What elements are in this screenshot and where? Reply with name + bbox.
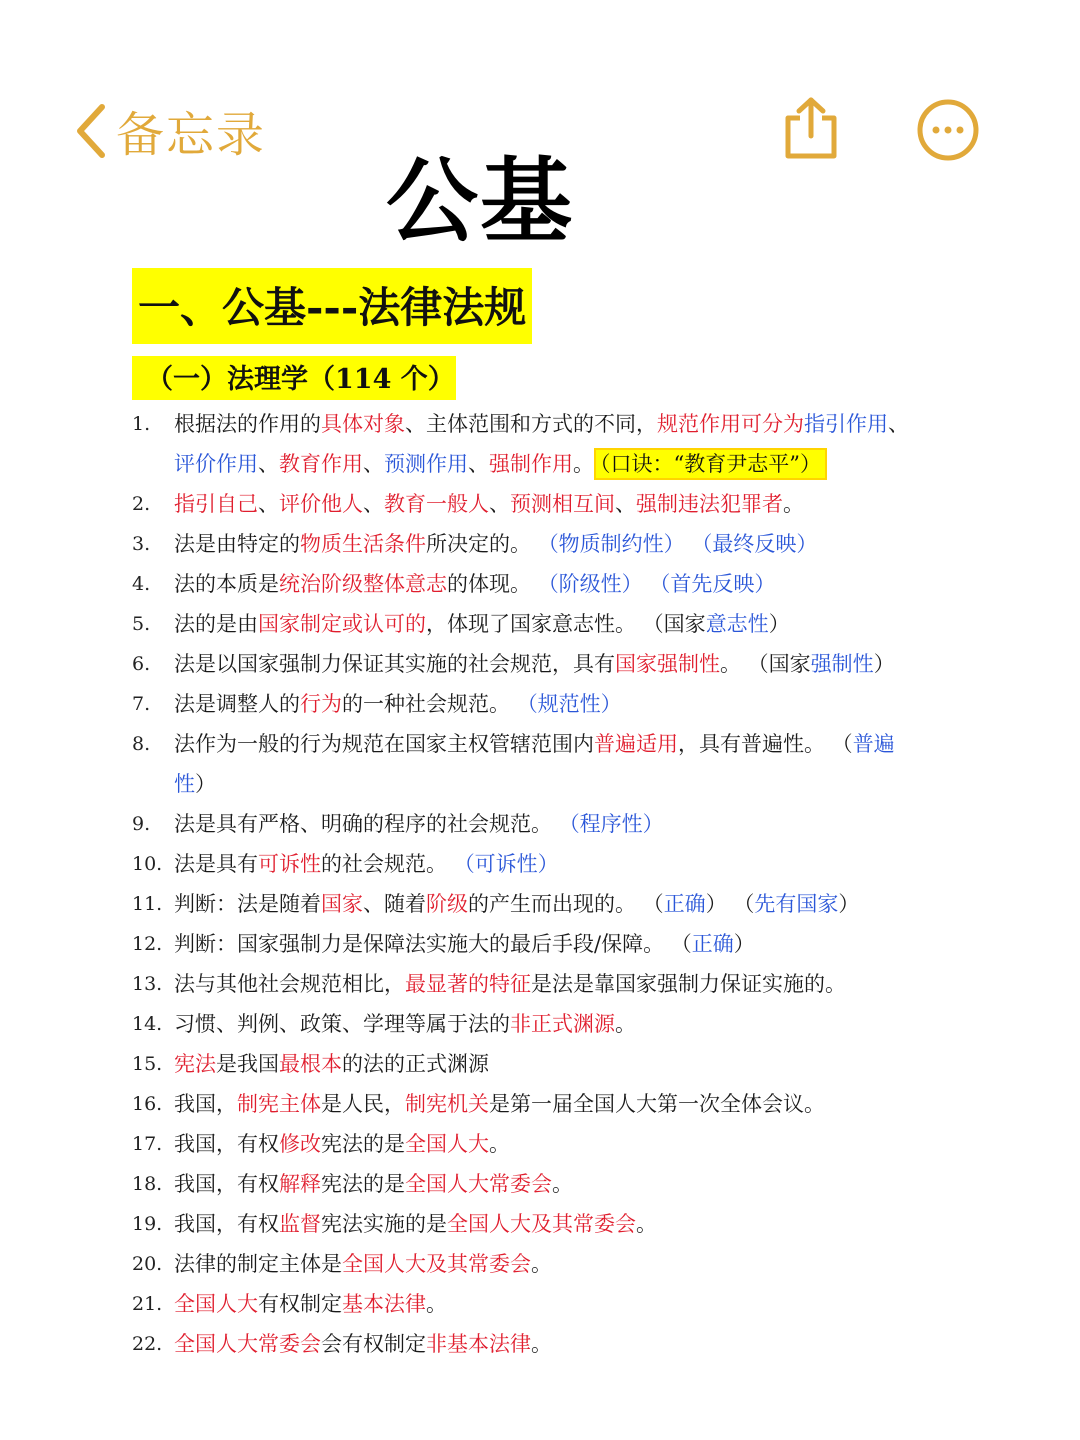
keyword-text: 指引作用 <box>804 412 888 436</box>
keyword-text: 国家强制性 <box>615 652 720 676</box>
item-text: 判断：国家强制力是保障法实施大的最后手段/保障。 （ <box>174 932 692 956</box>
item-text: 、 <box>363 492 384 516</box>
keyword-text: 意志性 <box>705 612 769 636</box>
subsection-heading: （一）法理学（114 个） <box>132 356 456 400</box>
item-number: 18. <box>132 1173 163 1195</box>
item-text: 、 <box>258 492 279 516</box>
item-text: ） <box>195 772 216 796</box>
item-line <box>174 1324 950 1364</box>
keyword-text: 统治阶级整体意志 <box>279 572 447 596</box>
item-line <box>174 1084 950 1124</box>
item-text: 、 <box>363 452 384 476</box>
item-number: 15. <box>132 1053 163 1075</box>
item-text: 的一种社会规范。 <box>342 692 517 716</box>
item-text: 所决定的。 <box>426 532 538 556</box>
keyword-text: （最终反映） <box>691 532 818 556</box>
item-number: 17. <box>132 1133 163 1155</box>
item-text: 是我国 <box>216 1052 279 1076</box>
note-list <box>0 404 1080 1364</box>
keyword-text: （可诉性） <box>453 852 559 876</box>
item-text: 的法的正式渊源 <box>342 1052 489 1076</box>
keyword-text: （程序性） <box>558 812 664 836</box>
item-text: 我国，有权 <box>174 1212 279 1236</box>
list-item <box>0 924 950 964</box>
item-text: 。 <box>615 1012 636 1036</box>
item-number: 4. <box>132 573 151 595</box>
keyword-text: 全国人大常委会 <box>405 1172 552 1196</box>
page-title: 公基 <box>385 148 574 255</box>
keyword-text: （阶级性） <box>537 572 643 596</box>
item-line <box>174 924 950 964</box>
item-text: ） <box>733 932 755 956</box>
item-text: 。 <box>552 1172 573 1196</box>
keyword-text: 先有国家 <box>754 892 839 916</box>
keyword-text: （物质制约性） <box>537 532 685 556</box>
item-number: 10. <box>132 853 163 875</box>
item-number: 16. <box>132 1093 163 1115</box>
keyword-text: 最显著的特征 <box>405 972 531 996</box>
item-number: 6. <box>132 653 151 675</box>
keyword-text: 宪法 <box>174 1052 216 1076</box>
list-item <box>0 1164 950 1204</box>
item-text: 会有权制定 <box>321 1332 426 1356</box>
keyword-text: 评价作用 <box>174 452 258 476</box>
item-text: 法是具有 <box>174 852 258 876</box>
item-text: 。 <box>783 492 804 516</box>
keyword-text: 教育作用 <box>279 452 363 476</box>
item-text: 我国，有权 <box>174 1132 279 1156</box>
section-heading: 一、公基---法律法规 <box>132 268 532 344</box>
keyword-text: 普遍适用 <box>594 732 678 756</box>
item-text: 的产生而出现的。 （ <box>468 892 664 916</box>
item-line <box>174 604 950 644</box>
item-text: 法的是由 <box>174 612 258 636</box>
keyword-text: 教育一般人 <box>384 492 489 516</box>
list-item <box>0 1244 950 1284</box>
keyword-text: （首先反映） <box>649 572 776 596</box>
item-number: 2. <box>132 493 151 515</box>
keyword-text: 正确 <box>663 892 706 916</box>
item-text: 我国， <box>174 1092 237 1116</box>
item-line <box>174 964 950 1004</box>
item-text: 法与其他社会规范相比， <box>174 972 405 996</box>
item-text: 是第一届全国人大第一次全体会议。 <box>489 1092 825 1116</box>
item-line <box>174 724 950 764</box>
list-item <box>0 524 950 564</box>
item-number: 1. <box>132 413 151 435</box>
item-line <box>174 404 950 444</box>
item-text: 宪法实施的是 <box>321 1212 447 1236</box>
item-text: 法作为一般的行为规范在国家主权管辖范围内 <box>174 732 594 756</box>
item-text: 。 <box>531 1332 552 1356</box>
item-text: 的体现。 <box>447 572 538 596</box>
list-item <box>0 564 950 604</box>
item-line <box>174 444 950 484</box>
keyword-text: 性 <box>174 772 195 796</box>
list-item <box>0 1044 950 1084</box>
item-number: 14. <box>132 1013 163 1035</box>
keyword-text: 具体对象 <box>321 412 405 436</box>
keyword-text: 国家制定或认可的 <box>258 612 426 636</box>
item-number: 11. <box>132 893 163 915</box>
item-number: 9. <box>132 813 151 835</box>
item-text: 。 （国家 <box>720 652 811 676</box>
keyword-text: 全国人大常委会 <box>174 1332 321 1356</box>
item-text: 、 <box>615 492 636 516</box>
item-number: 5. <box>132 613 151 635</box>
keyword-text: 普遍 <box>852 732 895 756</box>
item-text: 习惯、判例、政策、学理等属于法的 <box>174 1012 510 1036</box>
item-line <box>174 844 950 884</box>
item-text: ） <box>838 892 860 916</box>
item-line <box>174 764 950 804</box>
list-item <box>0 684 950 724</box>
keyword-text: 行为 <box>300 692 342 716</box>
item-line <box>174 1044 950 1084</box>
item-text: 。 <box>531 1252 552 1276</box>
item-line <box>174 1124 950 1164</box>
item-line <box>174 1244 950 1284</box>
item-text: 法是由特定的 <box>174 532 300 556</box>
list-item <box>0 404 950 484</box>
list-item <box>0 724 950 804</box>
keyword-text: 制宪主体 <box>237 1092 321 1116</box>
list-item <box>0 964 950 1004</box>
keyword-text: 修改 <box>279 1132 321 1156</box>
list-item <box>0 644 950 684</box>
keyword-text: 解释 <box>279 1172 321 1196</box>
keyword-text: 制宪机关 <box>405 1092 489 1116</box>
mnemonic-highlight: （口诀：“教育尹志平”） <box>594 448 827 480</box>
item-text: 法律的制定主体是 <box>174 1252 342 1276</box>
keyword-text: 强制性 <box>810 652 874 676</box>
item-line <box>174 1284 950 1324</box>
item-line <box>174 804 950 844</box>
keyword-text: 国家 <box>321 892 363 916</box>
item-text: 宪法的是 <box>321 1172 405 1196</box>
item-text: 、主体范围和方式的不同， <box>405 412 657 436</box>
item-number: 13. <box>132 973 163 995</box>
list-item <box>0 1284 950 1324</box>
keyword-text: 评价他人 <box>279 492 363 516</box>
item-number: 7. <box>132 693 151 715</box>
keyword-text: （规范性） <box>516 692 622 716</box>
keyword-text: 强制作用 <box>489 452 573 476</box>
item-text: 根据法的作用的 <box>174 412 321 436</box>
keyword-text: 物质生活条件 <box>300 532 426 556</box>
list-item <box>0 1004 950 1044</box>
item-text: ） （ <box>705 892 755 916</box>
keyword-text: 阶级 <box>426 892 468 916</box>
item-number: 21. <box>132 1293 163 1315</box>
keyword-text: 正确 <box>691 932 734 956</box>
item-text: 是法是靠国家强制力保证实施的。 <box>531 972 846 996</box>
item-text: 法是以国家强制力保证其实施的社会规范，具有 <box>174 652 615 676</box>
list-item <box>0 844 950 884</box>
item-number: 12. <box>132 933 163 955</box>
item-text: 宪法的是 <box>321 1132 405 1156</box>
list-item <box>0 1084 950 1124</box>
item-number: 22. <box>132 1333 163 1355</box>
item-number: 8. <box>132 733 151 755</box>
list-item <box>0 884 950 924</box>
item-text: 、随着 <box>363 892 426 916</box>
item-text: 我国，有权 <box>174 1172 279 1196</box>
item-text: ） <box>873 652 895 676</box>
item-line <box>174 1204 950 1244</box>
keyword-text: 全国人大 <box>174 1292 258 1316</box>
item-line <box>174 524 950 564</box>
item-line <box>174 684 950 724</box>
item-line <box>174 1164 950 1204</box>
keyword-text: 全国人大 <box>405 1132 489 1156</box>
keyword-text: 全国人大及其常委会 <box>447 1212 636 1236</box>
item-text: 法的本质是 <box>174 572 279 596</box>
list-item <box>0 484 950 524</box>
item-line <box>174 484 950 524</box>
item-text: 是人民， <box>321 1092 405 1116</box>
keyword-text: 强制违法犯罪者 <box>636 492 783 516</box>
keyword-text: 全国人大及其常委会 <box>342 1252 531 1276</box>
item-line <box>174 644 950 684</box>
list-item <box>0 1124 950 1164</box>
keyword-text: 规范作用可分为 <box>657 412 804 436</box>
item-text: 判断：法是随着 <box>174 892 321 916</box>
item-line <box>174 564 950 604</box>
list-item <box>0 804 950 844</box>
item-text: 。 <box>426 1292 447 1316</box>
item-text: ，体现了国家意志性。 （国家 <box>426 612 706 636</box>
keyword-text: 预测作用 <box>384 452 468 476</box>
item-line <box>174 884 950 924</box>
item-text: 有权制定 <box>258 1292 342 1316</box>
item-text: 法是调整人的 <box>174 692 300 716</box>
list-item <box>0 1324 950 1364</box>
keyword-text: 预测相互间 <box>510 492 615 516</box>
item-text: 法是具有严格、明确的程序的社会规范。 <box>174 812 559 836</box>
item-number: 20. <box>132 1253 163 1275</box>
keyword-text: 非正式渊源 <box>510 1012 615 1036</box>
item-text: 、 <box>468 452 489 476</box>
item-text: 。 <box>573 452 594 476</box>
keyword-text: 最根本 <box>279 1052 342 1076</box>
list-item <box>0 604 950 644</box>
item-text: 、 <box>258 452 279 476</box>
keyword-text: 非基本法律 <box>426 1332 531 1356</box>
item-text: 。 <box>489 1132 510 1156</box>
keyword-text: 监督 <box>279 1212 321 1236</box>
back-label: 备忘录 <box>116 107 267 163</box>
keyword-text: 基本法律 <box>342 1292 426 1316</box>
list-item <box>0 1204 950 1244</box>
item-text: 、 <box>888 412 909 436</box>
item-line <box>174 1004 950 1044</box>
item-text: 的社会规范。 <box>321 852 454 876</box>
item-text: ） <box>768 612 790 636</box>
item-text: ，具有普遍性。 （ <box>678 732 853 756</box>
keyword-text: 指引自己 <box>174 492 258 516</box>
item-text: 、 <box>489 492 510 516</box>
item-number: 19. <box>132 1213 163 1235</box>
keyword-text: 可诉性 <box>258 852 321 876</box>
item-text: 。 <box>636 1212 657 1236</box>
item-number: 3. <box>132 533 151 555</box>
